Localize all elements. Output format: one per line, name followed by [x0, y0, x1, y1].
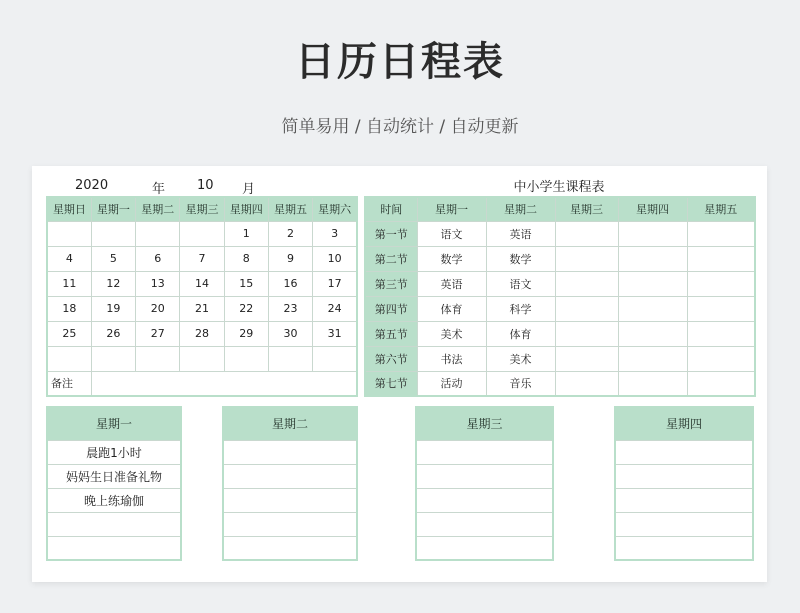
day-schedule-item[interactable]: 妈妈生日准备礼物	[47, 464, 181, 488]
day-schedule-row	[223, 536, 357, 560]
calendar-day-cell[interactable]: 23	[268, 296, 312, 321]
calendar-day-cell[interactable]: 30	[268, 321, 312, 346]
course-cell[interactable]: 体育	[486, 321, 555, 346]
course-cell[interactable]: 美术	[417, 321, 486, 346]
calendar-month-label: 月	[242, 182, 256, 197]
calendar-year-label: 年	[152, 182, 166, 197]
course-table	[364, 196, 756, 397]
day-schedule-row	[223, 464, 357, 488]
course-cell[interactable]	[618, 271, 687, 296]
page-subtitle: 简单易用 / 自动统计 / 自动更新	[281, 117, 519, 137]
day-schedule-row	[615, 464, 753, 488]
course-row	[365, 371, 755, 396]
day-schedule-row	[223, 512, 357, 536]
calendar-day-cell[interactable]: 18	[47, 296, 91, 321]
day-schedule-row	[416, 488, 553, 512]
calendar-note-field[interactable]	[91, 371, 357, 396]
day-schedule-row	[47, 488, 181, 512]
day-schedule-row	[416, 512, 553, 536]
day-schedule-header-row	[416, 407, 553, 440]
day-schedule-row	[223, 440, 357, 464]
page-title: 日历日程表	[295, 39, 505, 85]
calendar-day-cell[interactable]: 6	[136, 246, 180, 271]
weekday-header: 星期一	[91, 197, 135, 221]
course-row	[365, 271, 755, 296]
day-schedule-item[interactable]	[223, 488, 357, 512]
day-schedule-header-row	[223, 407, 357, 440]
calendar-day-cell[interactable]: 15	[224, 271, 268, 296]
course-cell[interactable]	[555, 346, 618, 371]
day-schedule-item[interactable]	[615, 536, 753, 560]
calendar-month[interactable]: 10	[197, 178, 214, 193]
calendar-day-cell[interactable]: 11	[47, 271, 91, 296]
day-schedule-monday	[46, 406, 182, 561]
course-cell[interactable]: 书法	[417, 346, 486, 371]
course-column-header: 星期一	[417, 197, 486, 221]
day-schedule-wednesday	[415, 406, 554, 561]
day-schedule-row	[47, 512, 181, 536]
weekday-header: 星期日	[47, 197, 91, 221]
course-cell[interactable]: 语文	[486, 271, 555, 296]
calendar-table	[46, 196, 358, 397]
course-cell[interactable]	[555, 321, 618, 346]
course-cell[interactable]	[618, 321, 687, 346]
course-cell[interactable]	[618, 221, 687, 246]
weekday-header: 星期四	[224, 197, 268, 221]
calendar-day-cell[interactable]	[180, 346, 224, 371]
day-schedule-row	[47, 464, 181, 488]
calendar-day-cell[interactable]: 24	[313, 296, 357, 321]
day-schedule-title: 星期二	[223, 407, 357, 440]
course-column-header: 时间	[365, 197, 417, 221]
calendar-day-cell[interactable]	[313, 346, 357, 371]
day-schedule-item[interactable]	[615, 440, 753, 464]
calendar-week-row	[47, 321, 357, 346]
course-cell[interactable]: 数学	[486, 246, 555, 271]
course-cell[interactable]	[687, 271, 755, 296]
day-schedule-item[interactable]	[416, 536, 553, 560]
course-cell[interactable]	[687, 346, 755, 371]
course-column-header: 星期四	[618, 197, 687, 221]
course-cell[interactable]: 活动	[417, 371, 486, 396]
course-cell[interactable]	[555, 371, 618, 396]
course-cell[interactable]	[618, 371, 687, 396]
calendar-day-cell[interactable]	[180, 221, 224, 246]
course-row	[365, 321, 755, 346]
calendar-day-cell[interactable]: 16	[268, 271, 312, 296]
course-table-title: 中小学生课程表	[513, 180, 605, 195]
day-schedule-row	[615, 512, 753, 536]
course-cell[interactable]	[555, 221, 618, 246]
calendar-day-cell[interactable]	[224, 346, 268, 371]
day-schedule-item[interactable]	[416, 464, 553, 488]
course-cell[interactable]	[618, 246, 687, 271]
course-period-label: 第一节	[365, 221, 417, 246]
course-cell[interactable]	[555, 246, 618, 271]
calendar-day-cell[interactable]: 21	[180, 296, 224, 321]
calendar-day-cell[interactable]: 1	[224, 221, 268, 246]
day-schedule-item[interactable]: 晚上练瑜伽	[47, 488, 181, 512]
course-cell[interactable]	[555, 271, 618, 296]
day-schedule-item[interactable]	[223, 464, 357, 488]
course-period-label: 第二节	[365, 246, 417, 271]
calendar-year[interactable]: 2020	[75, 178, 109, 193]
course-period-label: 第七节	[365, 371, 417, 396]
weekday-header: 星期六	[313, 197, 357, 221]
course-cell[interactable]	[555, 296, 618, 321]
course-period-label: 第四节	[365, 296, 417, 321]
course-period-label: 第五节	[365, 321, 417, 346]
course-cell[interactable]: 语文	[417, 221, 486, 246]
day-schedule-row	[615, 536, 753, 560]
calendar-note-label: 备注	[47, 371, 91, 396]
calendar-day-cell[interactable]: 2	[268, 221, 312, 246]
day-schedule-header-row	[615, 407, 753, 440]
calendar-day-cell[interactable]: 22	[224, 296, 268, 321]
calendar-week-row	[47, 346, 357, 371]
course-cell[interactable]	[687, 296, 755, 321]
day-schedule-tuesday	[222, 406, 358, 561]
calendar-day-cell[interactable]: 5	[91, 246, 135, 271]
course-column-header: 星期三	[555, 197, 618, 221]
day-schedule-item[interactable]: 晨跑1小时	[47, 440, 181, 464]
calendar-day-cell[interactable]: 13	[136, 271, 180, 296]
day-schedule-item[interactable]	[47, 512, 181, 536]
day-schedule-item[interactable]	[416, 488, 553, 512]
course-cell[interactable]	[618, 346, 687, 371]
calendar-day-cell[interactable]: 20	[136, 296, 180, 321]
schedule-sheet	[32, 166, 767, 582]
course-cell[interactable]: 科学	[486, 296, 555, 321]
course-cell[interactable]: 英语	[486, 221, 555, 246]
calendar-day-cell[interactable]: 10	[313, 246, 357, 271]
course-cell[interactable]	[687, 246, 755, 271]
course-row	[365, 346, 755, 371]
course-period-label: 第六节	[365, 346, 417, 371]
day-schedule-item[interactable]	[223, 536, 357, 560]
calendar-day-cell[interactable]	[136, 346, 180, 371]
course-cell[interactable]	[687, 371, 755, 396]
day-schedule-item[interactable]	[47, 536, 181, 560]
calendar-day-cell[interactable]: 19	[91, 296, 135, 321]
day-schedule-item[interactable]	[615, 512, 753, 536]
calendar-week-row	[47, 296, 357, 321]
calendar-week-row	[47, 221, 357, 246]
day-schedule-row	[416, 464, 553, 488]
calendar-week-row	[47, 271, 357, 296]
calendar-day-cell[interactable]: 29	[224, 321, 268, 346]
course-row	[365, 296, 755, 321]
day-schedule-row	[416, 440, 553, 464]
calendar-day-cell[interactable]: 28	[180, 321, 224, 346]
day-schedule-header-row	[47, 407, 181, 440]
day-schedule-item[interactable]	[615, 464, 753, 488]
calendar-day-cell[interactable]: 8	[224, 246, 268, 271]
course-cell[interactable]	[687, 321, 755, 346]
course-period-label: 第三节	[365, 271, 417, 296]
weekday-header: 星期五	[268, 197, 312, 221]
day-schedule-row	[47, 536, 181, 560]
weekday-header: 星期三	[180, 197, 224, 221]
day-schedule-item[interactable]	[223, 512, 357, 536]
calendar-week-row	[47, 246, 357, 271]
day-schedule-item[interactable]	[223, 440, 357, 464]
course-cell[interactable]: 美术	[486, 346, 555, 371]
course-column-header: 星期二	[486, 197, 555, 221]
day-schedule-item[interactable]	[416, 440, 553, 464]
calendar-header	[46, 176, 358, 196]
calendar-day-cell[interactable]: 12	[91, 271, 135, 296]
calendar-day-cell[interactable]: 3	[313, 221, 357, 246]
calendar-day-cell[interactable]: 26	[91, 321, 135, 346]
calendar-day-cell[interactable]	[91, 346, 135, 371]
day-schedule-item[interactable]	[615, 488, 753, 512]
calendar-day-cell[interactable]: 7	[180, 246, 224, 271]
calendar-day-cell[interactable]: 27	[136, 321, 180, 346]
course-cell[interactable]: 体育	[417, 296, 486, 321]
course-cell[interactable]	[687, 221, 755, 246]
weekday-header: 星期二	[136, 197, 180, 221]
course-row	[365, 221, 755, 246]
calendar-day-cell[interactable]: 9	[268, 246, 312, 271]
day-schedule-row	[416, 536, 553, 560]
calendar-day-cell[interactable]: 14	[180, 271, 224, 296]
day-schedule-row	[47, 440, 181, 464]
course-row	[365, 246, 755, 271]
calendar-day-cell[interactable]: 25	[47, 321, 91, 346]
calendar-day-cell[interactable]: 31	[313, 321, 357, 346]
calendar-day-cell[interactable]	[47, 346, 91, 371]
day-schedule-row	[615, 488, 753, 512]
day-schedule-thursday	[614, 406, 754, 561]
course-cell[interactable]: 英语	[417, 271, 486, 296]
day-schedule-row	[223, 488, 357, 512]
day-schedule-title: 星期四	[615, 407, 753, 440]
day-schedule-item[interactable]	[416, 512, 553, 536]
calendar-weekday-row	[47, 197, 357, 221]
calendar-note-row	[47, 371, 357, 396]
calendar-day-cell[interactable]: 4	[47, 246, 91, 271]
calendar-day-cell[interactable]	[91, 221, 135, 246]
course-cell[interactable]	[618, 296, 687, 321]
course-cell[interactable]: 音乐	[486, 371, 555, 396]
day-schedule-title: 星期三	[416, 407, 553, 440]
calendar-day-cell[interactable]: 17	[313, 271, 357, 296]
course-header-row	[365, 197, 755, 221]
day-schedule-row	[615, 440, 753, 464]
calendar-day-cell[interactable]	[47, 221, 91, 246]
calendar-day-cell[interactable]	[136, 221, 180, 246]
calendar-day-cell[interactable]	[268, 346, 312, 371]
day-schedule-title: 星期一	[47, 407, 181, 440]
course-cell[interactable]: 数学	[417, 246, 486, 271]
course-column-header: 星期五	[687, 197, 755, 221]
